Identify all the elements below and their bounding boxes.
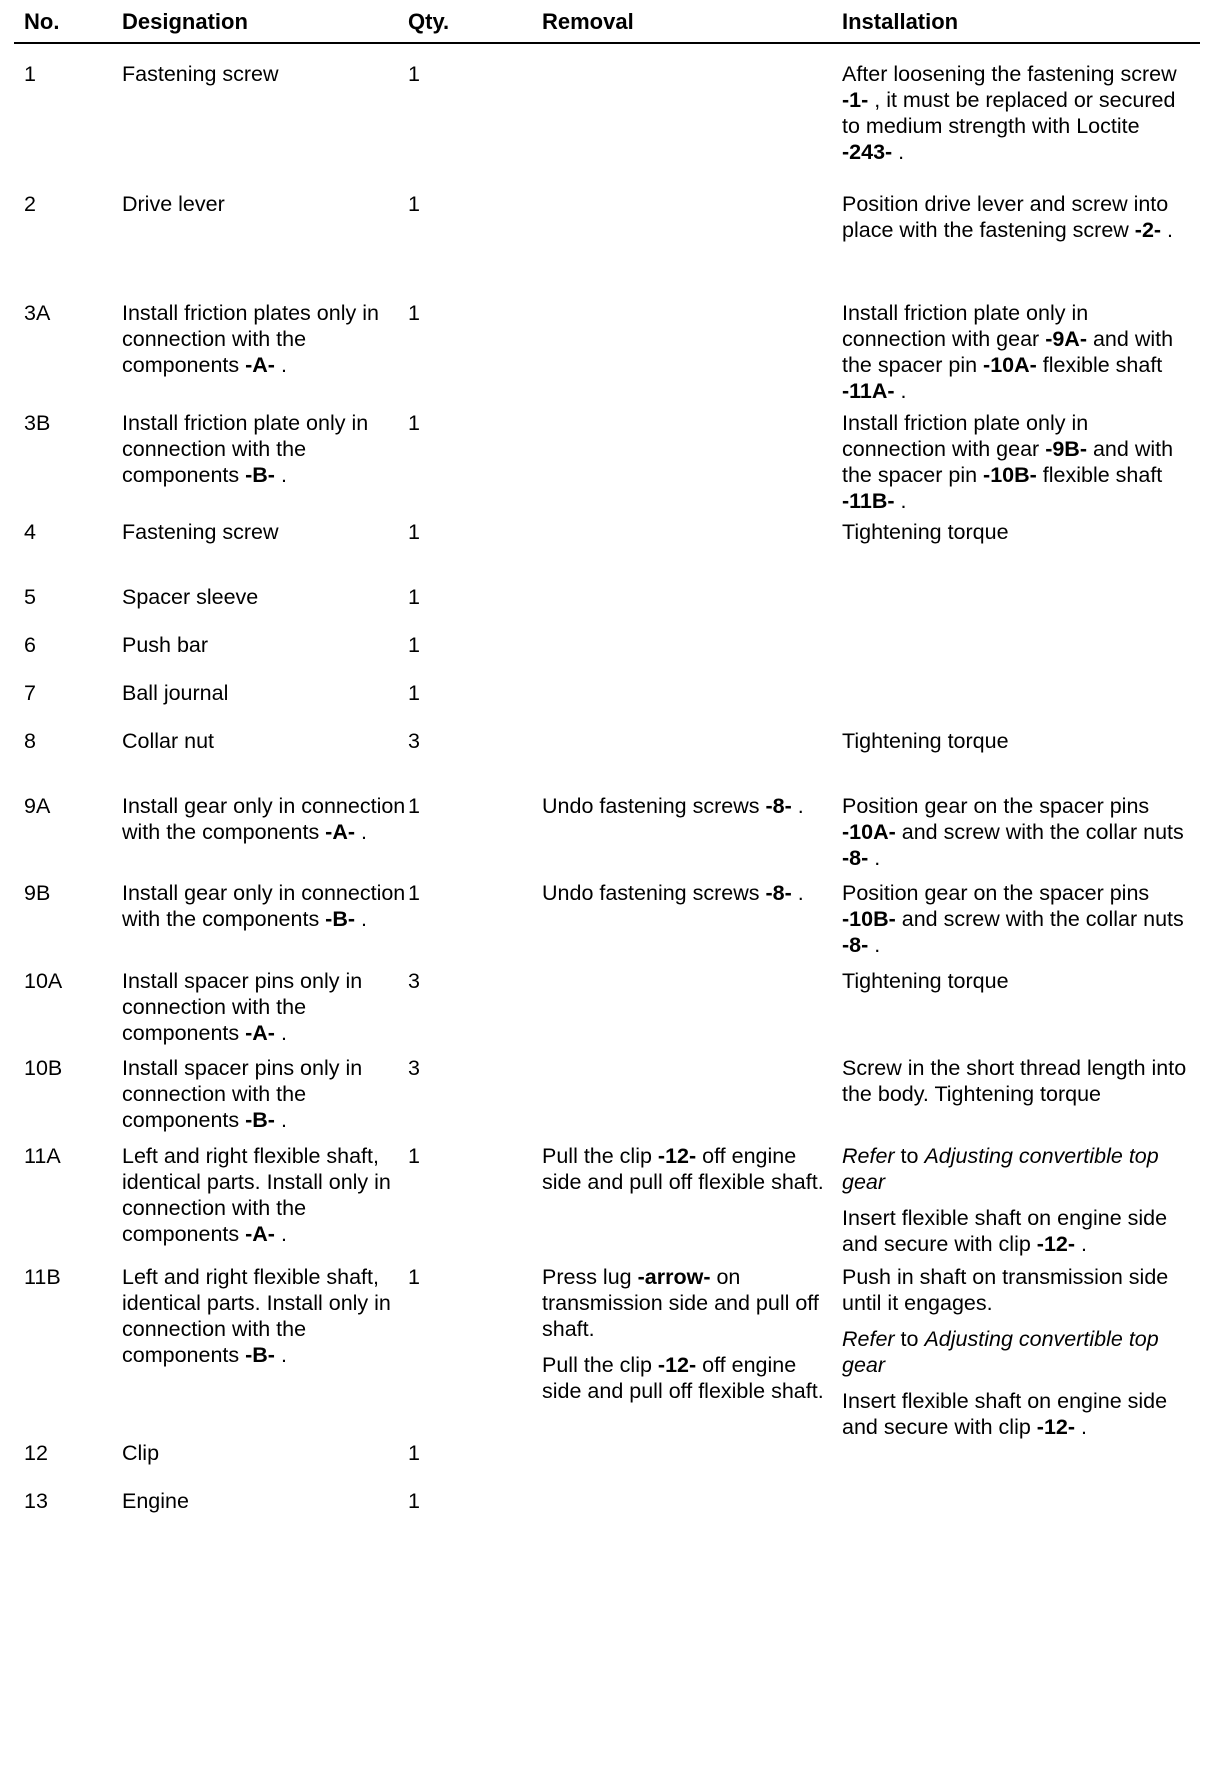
cell-designation — [122, 1440, 407, 1466]
bold-reference: -12- — [1036, 1415, 1076, 1439]
cell-no: 11A — [24, 1144, 61, 1168]
bold-reference: -10A- — [983, 353, 1037, 377]
text-run: Drive lever — [122, 192, 225, 216]
cell-paragraph — [542, 1143, 832, 1195]
cell-paragraph — [542, 1352, 832, 1404]
text-run: Insert flexible shaft on engine side and secure with clip — [842, 1206, 1168, 1256]
bold-reference: -A- — [245, 1021, 275, 1045]
text-run: . — [355, 907, 367, 931]
bold-reference: -1- — [842, 88, 869, 112]
header-installation: Installation — [842, 9, 959, 34]
cell-paragraph — [842, 793, 1192, 871]
bold-reference: -10A- — [842, 820, 896, 844]
text-run: Engine — [122, 1489, 189, 1513]
cell-no: 9A — [24, 794, 51, 818]
text-run: Tightening torque — [842, 729, 1009, 753]
text-run: Press lug — [542, 1265, 638, 1289]
cell-installation — [842, 61, 1192, 165]
bold-reference: -12- — [657, 1144, 697, 1168]
cell-paragraph — [122, 968, 407, 1046]
cell-no: 2 — [24, 192, 36, 216]
text-run: Screw in the short thread length into the body. Tightening torque — [842, 1056, 1187, 1106]
cell-paragraph — [842, 61, 1192, 165]
text-run: Position gear on the spacer pins — [842, 794, 1150, 818]
text-run: off engine side and pull off flexible shaft. — [542, 1353, 824, 1403]
cell-removal — [542, 1264, 832, 1404]
cell-no: 7 — [24, 681, 36, 705]
cell-no: 1 — [24, 62, 36, 86]
cell-qty: 1 — [408, 1265, 420, 1289]
text-run: . — [791, 794, 804, 818]
cell-qty: 3 — [408, 1056, 420, 1080]
text-run: . — [274, 1108, 287, 1132]
text-run: . — [892, 140, 905, 164]
bold-reference: -B- — [325, 907, 356, 931]
cell-qty: 1 — [408, 794, 420, 818]
text-run: and with the spacer pin — [842, 327, 1174, 377]
text-run: Pull the clip — [542, 1353, 658, 1377]
cell-qty: 1 — [408, 881, 420, 905]
cell-paragraph — [842, 519, 1192, 545]
cell-qty: 1 — [408, 585, 420, 609]
italic-text: Refer — [842, 1144, 895, 1168]
text-run: to — [894, 1327, 925, 1351]
text-run: . — [274, 1343, 287, 1367]
cell-no: 13 — [24, 1489, 48, 1513]
cell-qty: 1 — [408, 301, 420, 325]
cell-designation — [122, 793, 407, 845]
text-run: . — [1161, 218, 1174, 242]
bold-reference: -8- — [842, 846, 869, 870]
text-run: Clip — [122, 1441, 160, 1465]
text-run: Install friction plate only in connection with the components — [122, 411, 369, 487]
cell-paragraph — [122, 300, 407, 378]
bold-reference: -12- — [657, 1353, 697, 1377]
cell-paragraph — [122, 410, 407, 488]
cell-qty: 3 — [408, 729, 420, 753]
cell-no: 3A — [24, 301, 51, 325]
text-run: . — [894, 379, 907, 403]
bold-reference: -10B- — [983, 463, 1037, 487]
bold-reference: -arrow- — [637, 1265, 711, 1289]
text-run: Install spacer pins only in connection with the components — [122, 969, 363, 1045]
bold-reference: -9B- — [1045, 437, 1087, 461]
cell-no: 10A — [24, 969, 63, 993]
text-run: Insert flexible shaft on engine side and secure with clip — [842, 1389, 1168, 1439]
text-run: Spacer sleeve — [122, 585, 259, 609]
text-run: Push bar — [122, 633, 209, 657]
cell-paragraph — [842, 300, 1192, 404]
text-run: Position drive lever and screw into place with the fastening screw — [842, 192, 1169, 242]
text-run: Install friction plate only in connection with gear — [842, 301, 1089, 351]
text-run: . — [1075, 1415, 1087, 1439]
text-run: Install friction plate only in connection with gear — [842, 411, 1089, 461]
text-run: off engine side and pull off flexible shaft. — [542, 1144, 824, 1194]
bold-reference: -A- — [325, 820, 356, 844]
text-run: to — [894, 1144, 925, 1168]
cell-installation — [842, 519, 1192, 545]
cell-no: 9B — [24, 881, 51, 905]
text-run: , it must be replaced or secured to medium strength with Loctite — [842, 88, 1176, 138]
cell-designation — [122, 519, 407, 545]
bold-reference: -12- — [1036, 1232, 1076, 1256]
cell-installation — [842, 410, 1192, 514]
cell-designation — [122, 1264, 407, 1368]
italic-text: Refer — [842, 1327, 895, 1351]
cell-qty: 1 — [408, 681, 420, 705]
bold-reference: -B- — [245, 1343, 275, 1367]
cell-no: 8 — [24, 729, 36, 753]
cell-designation — [122, 1488, 407, 1514]
text-run: Tightening torque — [842, 969, 1009, 993]
table-header — [0, 4, 1216, 42]
cell-paragraph — [122, 632, 407, 658]
cell-no: 6 — [24, 633, 36, 657]
header-designation: Designation — [122, 9, 248, 34]
cell-paragraph — [122, 1055, 407, 1133]
cell-paragraph — [842, 880, 1192, 958]
header-divider — [14, 42, 1200, 44]
cell-qty: 1 — [408, 1441, 420, 1465]
cell-paragraph — [842, 1143, 1192, 1195]
cell-no: 12 — [24, 1441, 48, 1465]
cell-paragraph — [122, 61, 407, 87]
cell-qty: 1 — [408, 633, 420, 657]
cell-paragraph — [122, 584, 407, 610]
cell-designation — [122, 632, 407, 658]
cell-paragraph — [842, 410, 1192, 514]
text-run: Undo fastening screws — [542, 881, 766, 905]
italic-text: Adjusting convertible top gear — [842, 1144, 1159, 1194]
cell-paragraph — [122, 1488, 407, 1514]
cell-no: 3B — [24, 411, 51, 435]
text-run: . — [274, 463, 287, 487]
text-run: . — [868, 846, 881, 870]
header-qty: Qty. — [408, 9, 450, 34]
cell-paragraph — [842, 968, 1192, 994]
cell-installation — [842, 880, 1192, 958]
bold-reference: -2- — [1134, 218, 1162, 242]
text-run: Install spacer pins only in connection with the components — [122, 1056, 363, 1132]
cell-no: 5 — [24, 585, 36, 609]
bold-reference: -B- — [245, 1108, 275, 1132]
bold-reference: -8- — [842, 933, 869, 957]
cell-no: 4 — [24, 520, 36, 544]
italic-text: Adjusting convertible top gear — [842, 1327, 1159, 1377]
text-run: . — [1075, 1232, 1087, 1256]
cell-installation — [842, 728, 1192, 754]
bold-reference: -11B- — [842, 489, 895, 513]
bold-reference: -243- — [842, 140, 893, 164]
cell-paragraph — [542, 793, 832, 819]
cell-paragraph — [122, 519, 407, 545]
cell-paragraph — [122, 191, 407, 217]
text-run: . — [274, 353, 287, 377]
bold-reference: -9A- — [1045, 327, 1087, 351]
cell-qty: 1 — [408, 192, 420, 216]
bold-reference: -8- — [765, 794, 792, 818]
cell-designation — [122, 680, 407, 706]
cell-removal — [542, 793, 832, 819]
bold-reference: -11A- — [842, 379, 895, 403]
cell-removal — [542, 1143, 832, 1195]
cell-no: 10B — [24, 1056, 63, 1080]
text-run: . — [274, 1222, 287, 1246]
bold-reference: -B- — [245, 463, 275, 487]
text-run: Push in shaft on transmission side until it engages. — [842, 1265, 1169, 1315]
bold-reference: -10B- — [842, 907, 896, 931]
text-run: Left and right flexible shaft, identical parts. Install only in connection with the components — [122, 1144, 391, 1246]
cell-paragraph — [122, 1264, 407, 1368]
cell-installation — [842, 1055, 1192, 1107]
cell-qty: 1 — [408, 411, 420, 435]
text-run: . — [894, 489, 907, 513]
cell-removal — [542, 880, 832, 906]
cell-paragraph — [122, 1440, 407, 1466]
text-run: Collar nut — [122, 729, 215, 753]
text-run: flexible shaft — [1036, 353, 1163, 377]
cell-paragraph — [842, 1264, 1192, 1316]
cell-qty: 1 — [408, 62, 420, 86]
cell-paragraph — [842, 1326, 1192, 1378]
text-run: Pull the clip — [542, 1144, 658, 1168]
text-run: on transmission side and pull off shaft. — [542, 1265, 819, 1341]
cell-paragraph — [842, 728, 1192, 754]
cell-installation — [842, 1264, 1192, 1440]
text-run: . — [868, 933, 881, 957]
cell-paragraph — [842, 1055, 1192, 1107]
cell-qty: 3 — [408, 969, 420, 993]
text-run: . — [355, 820, 367, 844]
text-run: Install friction plates only in connection with the components — [122, 301, 379, 377]
cell-paragraph — [542, 880, 832, 906]
bold-reference: -A- — [245, 1222, 275, 1246]
cell-designation — [122, 191, 407, 217]
text-run: Install gear only in connection with the components — [122, 881, 406, 931]
cell-designation — [122, 61, 407, 87]
cell-paragraph — [842, 1205, 1192, 1257]
text-run: and with the spacer pin — [842, 437, 1174, 487]
cell-paragraph — [122, 680, 407, 706]
text-run: and screw with the collar nuts — [895, 907, 1184, 931]
text-run: After loosening the fastening screw — [842, 62, 1177, 86]
cell-designation — [122, 300, 407, 378]
cell-designation — [122, 1143, 407, 1247]
cell-paragraph — [122, 728, 407, 754]
text-run: Fastening screw — [122, 520, 279, 544]
bold-reference: -8- — [765, 881, 792, 905]
cell-paragraph — [122, 793, 407, 845]
cell-qty: 1 — [408, 1144, 420, 1168]
cell-designation — [122, 1055, 407, 1133]
cell-installation — [842, 793, 1192, 871]
cell-paragraph — [842, 1388, 1192, 1440]
header-removal: Removal — [542, 9, 634, 34]
cell-paragraph — [122, 880, 407, 932]
text-run: Undo fastening screws — [542, 794, 766, 818]
cell-designation — [122, 410, 407, 488]
cell-qty: 1 — [408, 1489, 420, 1513]
bold-reference: -A- — [245, 353, 275, 377]
cell-paragraph — [842, 191, 1192, 243]
header-no: No. — [24, 9, 60, 34]
text-run: . — [791, 881, 804, 905]
cell-installation — [842, 1143, 1192, 1257]
text-run: . — [274, 1021, 287, 1045]
text-run: Install gear only in connection with the components — [122, 794, 406, 844]
text-run: Left and right flexible shaft, identical parts. Install only in connection with the components — [122, 1265, 391, 1367]
text-run: Tightening torque — [842, 520, 1009, 544]
text-run: flexible shaft — [1036, 463, 1163, 487]
cell-designation — [122, 880, 407, 932]
text-run: Ball journal — [122, 681, 229, 705]
cell-designation — [122, 968, 407, 1046]
cell-designation — [122, 728, 407, 754]
cell-qty: 1 — [408, 520, 420, 544]
cell-installation — [842, 300, 1192, 404]
cell-installation — [842, 968, 1192, 994]
cell-paragraph — [122, 1143, 407, 1247]
text-run: Fastening screw — [122, 62, 279, 86]
cell-paragraph — [542, 1264, 832, 1342]
text-run: Position gear on the spacer pins — [842, 881, 1150, 905]
cell-installation — [842, 191, 1192, 243]
cell-no: 11B — [24, 1265, 61, 1289]
text-run: and screw with the collar nuts — [895, 820, 1184, 844]
cell-designation — [122, 584, 407, 610]
